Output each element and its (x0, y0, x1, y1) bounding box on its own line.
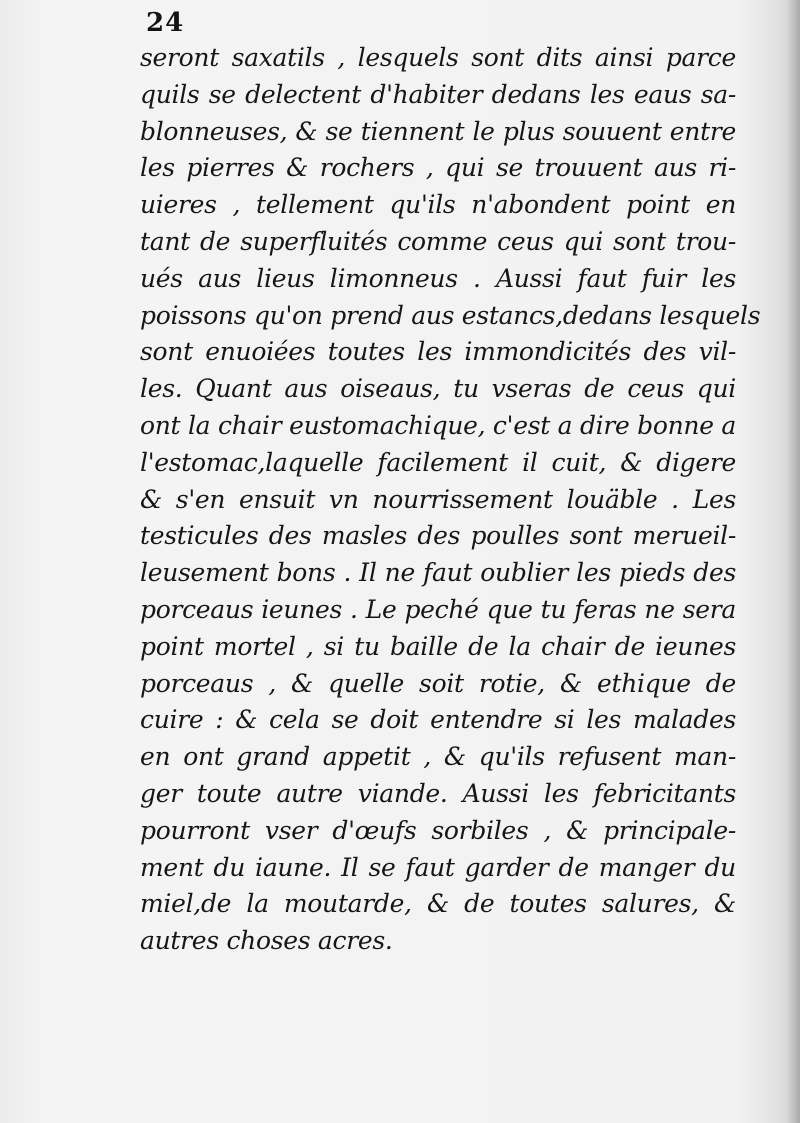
page-text (140, 40, 761, 960)
text-line-6: tant de superfluités comme ceus qui sont trou- (140, 226, 736, 256)
text-line-25: autres choses acres. (140, 926, 393, 956)
text-line-21: ger toute autre viande. Aussi les febricitants (140, 778, 736, 808)
text-line-14: testicules des masles des poulles sont merueil- (140, 521, 736, 551)
text-line-18: porceaus , & quelle soit rotie, & ethique de (140, 668, 736, 698)
text-line-19: cuire : & cela se doit entendre si les malades (140, 705, 736, 735)
text-line-10: les. Quant aus oiseaus, tu vseras de ceus qui (140, 374, 736, 404)
text-line-20: en ont grand appetit , & qu'ils refusent man- (140, 742, 736, 772)
text-line-9: sont enuoiées toutes les immondicités des vil- (140, 337, 736, 367)
text-line-16: porceaus ieunes . Le peché que tu feras ne sera (140, 594, 736, 624)
text-line-11: ont la chair eustomachique, c'est a dire bonne a (140, 410, 736, 440)
text-line-5: uieres , tellement qu'ils n'abondent point en (140, 190, 736, 220)
text-line-1: seront saxatils , lesquels sont dits ainsi parce (140, 43, 736, 72)
text-line-23: ment du iaune. Il se faut garder de manger du (140, 852, 736, 882)
text-line-24: miel,de la moutarde, & de toutes salures, & (140, 889, 736, 919)
page-edge-shadow (786, 0, 800, 1123)
text-line-7: ués aus lieus limonneus . Aussi faut fuir les (140, 263, 736, 293)
page-number: 24 (146, 8, 185, 38)
text-line-15: leusement bons . Il ne faut oublier les pieds des (140, 558, 736, 588)
text-line-3: blonneuses, & se tiennent le plus souuent entre (140, 116, 736, 146)
text-line-8: poissons qu'on prend aus estancs,dedans lesquels (140, 300, 761, 330)
text-line-12: l'estomac,laquelle facilement il cuit, & digere (140, 447, 736, 477)
text-line-2: quils se delectent d'habiter dedans les eaus sa- (140, 79, 736, 109)
text-line-17: point mortel , si tu baille de la chair de ieunes (140, 631, 736, 661)
text-line-13: & s'en ensuit vn nourrissement louäble . Les (140, 484, 736, 514)
text-line-4: les pierres & rochers , qui se trouuent aus ri- (140, 153, 736, 183)
text-line-22: pourront vser d'œufs sorbiles , & principale- (140, 815, 736, 845)
